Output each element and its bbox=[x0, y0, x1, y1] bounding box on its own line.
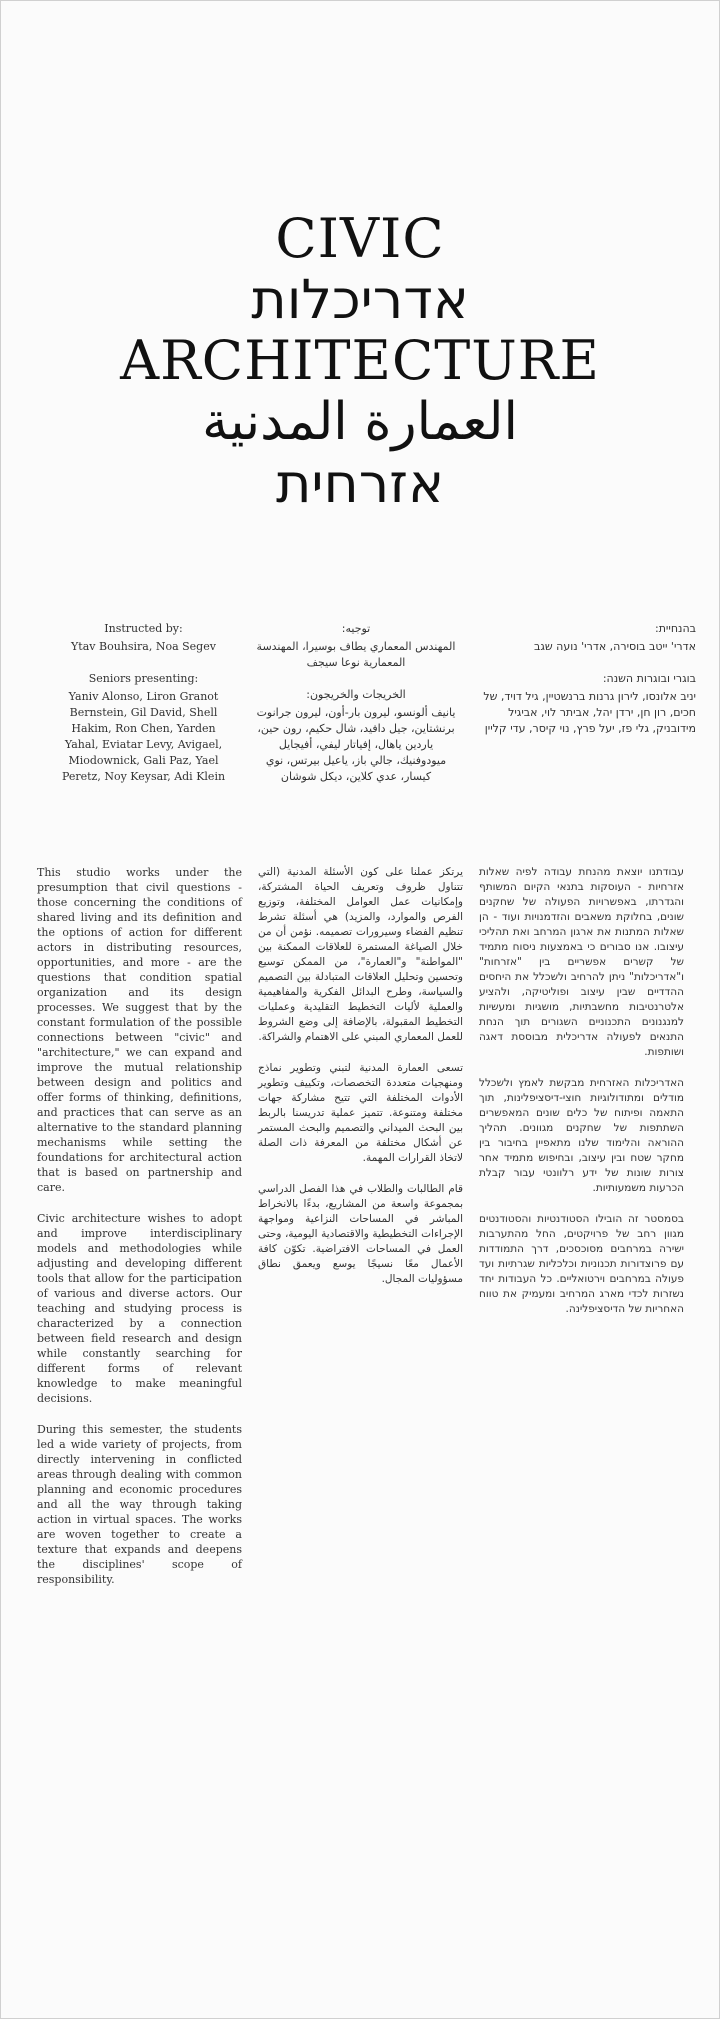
title-civic: CIVIC bbox=[275, 207, 445, 270]
paragraph: يرتكز عملنا على كون الأسئلة المدنية (التي تتناول ظروف وتعريف الحياة المشتركة، وإمكانيات عمل العوامل المختلفة، وتوزيع الفرص والموارد، والمزيد) هي أسئلة تشرط تنظيم الفضاء وسيرورات تصميمه. نؤمن أن من خلال الصياغة المستمرة للعلاقات الممكنة بين "المواطنة" و"العمارة"، من الممكن توسيع وتحسين وتحليل العلاقات المتبادلة بين التصميم والسياسة، وطرح البدائل الفكرية والمفاهيمية والعملية لأليات التخطيط التقليدية وعمليات التخطيط المقبولة، بالإضافة إلى وضع الشروط للعمل المعماري المبني على الاهتمام والشراكة. bbox=[258, 866, 463, 1043]
paragraph: تسعى العمارة المدنية لتبني وتطوير نماذج ومنهجيات متعددة التخصصات، وتكييف وتطوير الأدوات المختلفة التي تتيح مشاركة جهات مختلفة ومتنوعة. تتميز عملية تدريسنا بالربط بين البحث الميداني والتصميم والبحث المستمر عن أشكال مختلفة من المعرفة ذات الصلة لاتخاذ القرارات المهمة. bbox=[258, 1062, 463, 1164]
credits-hebrew bbox=[471, 621, 696, 737]
body-hebrew bbox=[479, 865, 684, 1333]
instructed-label-hebrew: בהנחיית: bbox=[655, 622, 696, 635]
paragraph: בסמסטר זה הובילו הסטודנטיות והסטודנטים מגוון רחב של פרויקטים, החל מהתערבות ישירה במרחבים מסוכסכים, דרך התמודדות עם פרוצדורות תכנוניות וכלכליות שגרתיות ועד פעולה במרחבים וירטואליים. כל העבודות יחד נשזרות לכדי מארג המרחיב ומעמיק את טווח האחריות של הדיסציפלינה. bbox=[479, 1213, 684, 1315]
paragraph: قام الطالبات والطلاب في هذا الفصل الدراسي بمجموعة واسعة من المشاريع، بدءًا بالانخراط المباشر في المساحات النزاعية ومواجهة الإجراءات التخطيطية والاقتصادية اليومية، وحتى العمل في المساحات الافتراضية. تكوّن كافة الأعمال معًا نسيجًا يوسع ويعمق نطاق مسؤوليات المجال. bbox=[258, 1183, 463, 1285]
credits-arabic bbox=[256, 621, 456, 785]
instructed-label-arabic: توجيه: bbox=[341, 622, 371, 635]
paragraph: During this semester, the students led a wide variety of projects, from directly intervening in conflicted areas through dealing with common planning and economic procedures and all the way through taking action in virtual spaces. The works are woven together to create a texture that expands and deepens the disciplines' scope of responsibility. bbox=[37, 1423, 242, 1586]
credits-english bbox=[56, 621, 231, 785]
title-arabic: العمارة المدنية bbox=[202, 392, 518, 452]
instructed-label: Instructed by: bbox=[104, 622, 183, 635]
seniors-label: Seniors presenting: bbox=[88, 672, 199, 685]
body-arabic bbox=[258, 865, 463, 1303]
paragraph: Civic architecture wishes to adopt and improve interdisciplinary models and methodologies while adjusting and developing different tools that allow for the participation of various and diverse actors. Our teaching and studying process is characterized by a connection between field research and design while constantly searching for different forms of relevant knowledge to make meaningful decisions. bbox=[37, 1212, 242, 1405]
seniors-label-arabic: الخريجات والخريجون: bbox=[306, 688, 406, 701]
instructors: Ytav Bouhsira, Noa Segev bbox=[71, 640, 216, 653]
title-hebrew-civic: אזרחית bbox=[275, 452, 445, 515]
seniors-list: Yaniv Alonso, Liron Granot Bernstein, Gil David, Shell Hakim, Ron Chen, Yarden Yahal, Eviatar Levy, Avigael, Miodownick, Gali Paz, Yael Peretz, Noy Keysar, Adi Klein bbox=[61, 690, 226, 783]
body-english bbox=[37, 865, 242, 1603]
seniors-label-hebrew: בוגרי ובוגרות השנה: bbox=[602, 672, 696, 685]
seniors-list-arabic: يانيف ألونسو، ليرون بار-أون، ليرون جرانوت برنشتاين، جيل دافيد، شال حكيم، رون حين، ياردين ياهال، إفياتار ليفي، أفيجايل ميودوفنيك، جالي باز، ياعيل بيرتس، نوي كيسار، عدي كلاين، ديكل شوشان bbox=[256, 706, 456, 783]
title-architecture: ARCHITECTURE bbox=[120, 329, 600, 392]
paragraph: This studio works under the presumption that civil questions - those concerning the conditions of shared living and its definition and the options of action for different actors in distributing resources, opportunities, and more - are the questions that condition spatial organization and its design processes. We suggest that by the constant formulation of the possible connections between "civic" and "architecture," we can expand and improve the mutual relationship between design and politics and offer forms of thinking, definitions, and practices that can serve as an alternative to the standard planning mechanisms while setting the foundations for architectural action that is based on partnership and care. bbox=[37, 866, 242, 1194]
title-hebrew-architecture: אדריכלות bbox=[251, 268, 469, 331]
paragraph: האדריכלות האזרחית מבקשת לאמץ ולשכלל מודלים ומתודולוגיות חוצי-דיסציפלינות, תוך התאמה ופיתוח של כלים שונים המאפשרים השתתפות של שחקנים מגוונים. תהליך ההוראה והלימוד שלנו מתאפיין בחיבור בין מחקר שטח ובין עיצוב, ובחיפוש מתמיד אחר צורות שונות של ידע רלוונטי עבור קבלת הכרעות משמעותיות. bbox=[479, 1077, 684, 1194]
seniors-list-hebrew: יניב אלונסו, לירון גרנות ברנשטיין, גיל דויד, של חכים, רון חן, ירדן יהל, אביתר לוי, אביגיל מידובניק, גלי פז, יעל פרץ, נוי קיסר, עדי קליין bbox=[483, 690, 696, 735]
poster-title bbox=[1, 209, 719, 515]
instructors-hebrew: אדרי' ייטב בוסירה, אדרי' נועה שגב bbox=[533, 640, 696, 653]
instructors-arabic: المهندس المعماري يطاف بوسيرا، المهندسة المعمارية نوعا سيجف bbox=[256, 640, 456, 669]
paragraph: עבודתנו יוצאת מהנחת עבודה לפיה שאלות אזרחיות - העוסקות בתנאי הקיום המשותף והגדרתו, באפשרויות הפעולה של שחקנים שונים, בחלוקת משאבים והזדמנויות ועוד - הן שאלות המתנות את ארגון המרחב ואת תהליכי עיצובו. אנו סבורים כי באמצעות ניסוח מתמיד של קשרים אפשריים בין "אזרחות" ו"אדריכלות" ניתן להרחיב ולשכלל את היחסים ההדדיים שבין עיצוב ופוליטיקה, ולהציע אלטרנטיבות מחשבתיות, מושגיות ומעשיות למנגנונים התכנוניים השגורים תוך הנחת התנאים לפעולה אדריכלית מבוססת דאגה ושותפות. bbox=[479, 866, 684, 1058]
